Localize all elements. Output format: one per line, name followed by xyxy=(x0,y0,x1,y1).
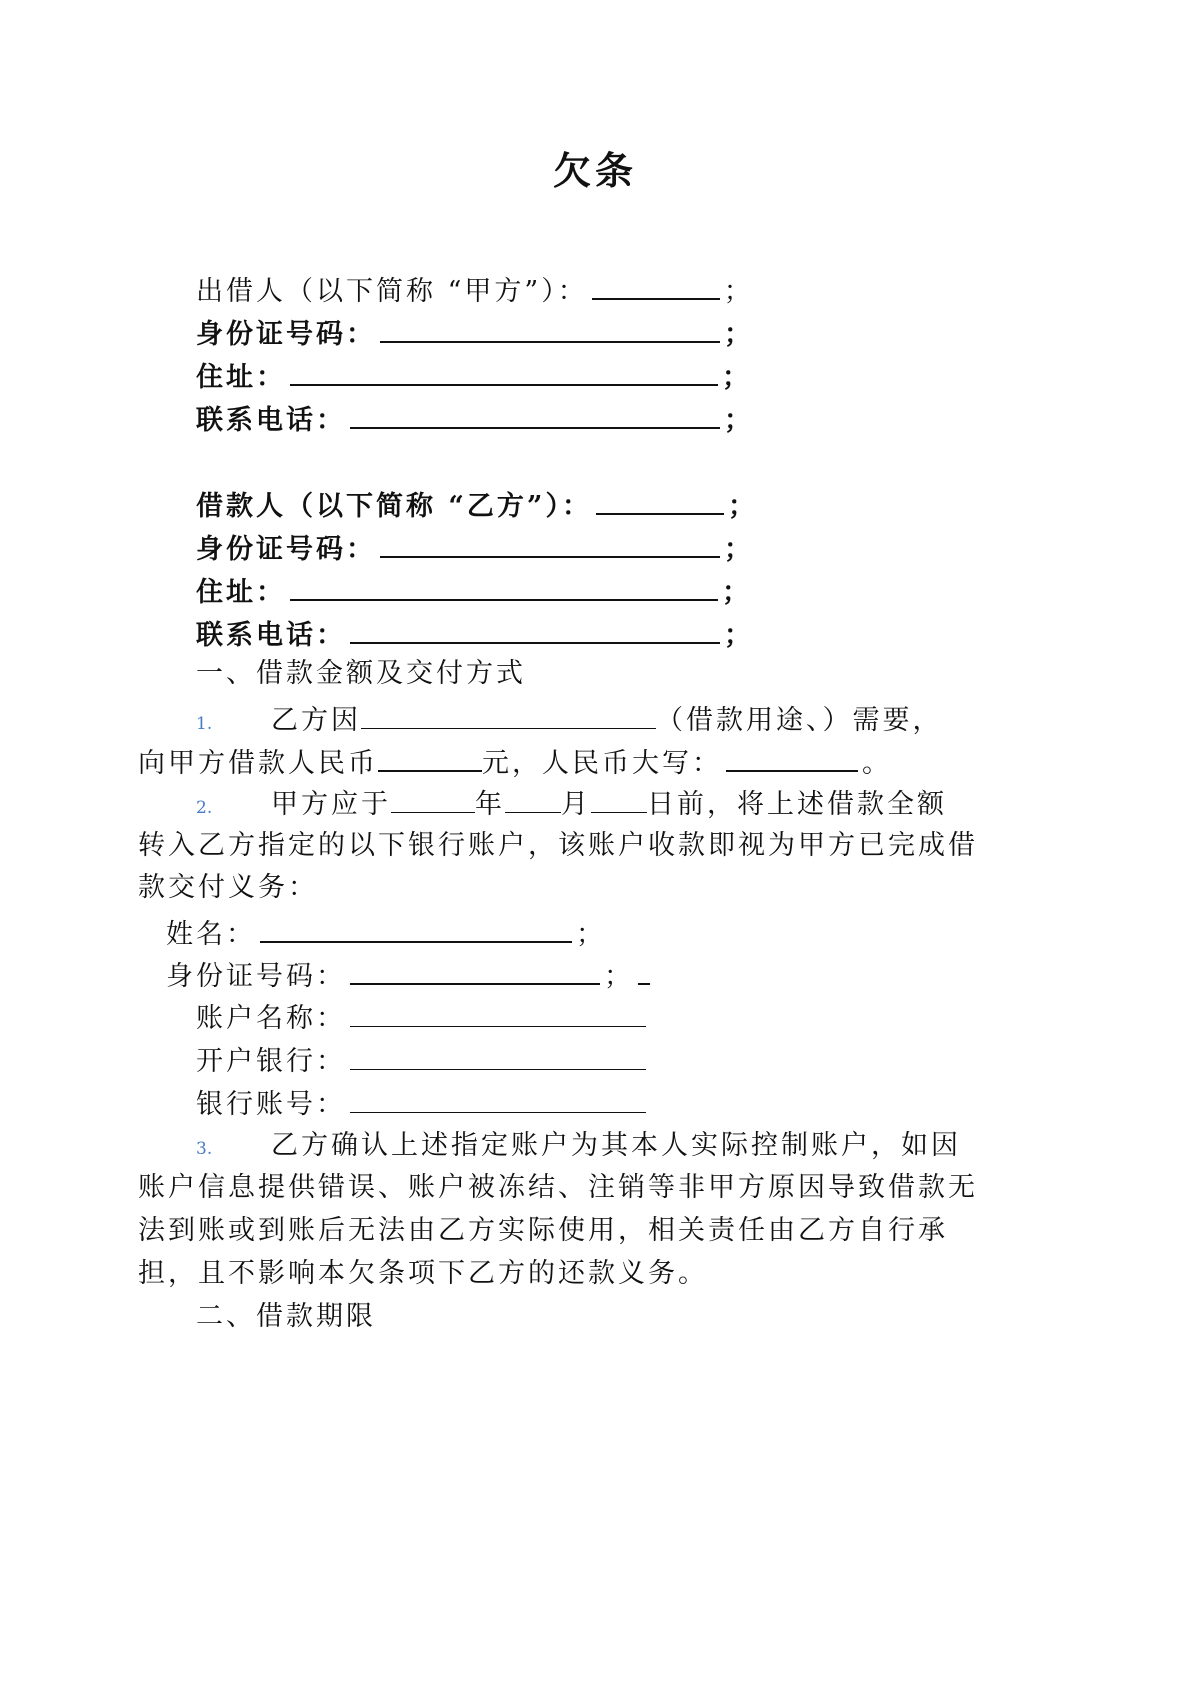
account-no-line: 银行账号： xyxy=(196,1086,650,1122)
year-blank[interactable] xyxy=(391,786,475,813)
borrower-label: 借款人（以下简称 “乙方”）： xyxy=(196,491,592,522)
section2-heading: 二、借款期限 xyxy=(196,1301,376,1332)
document-title: 欠条 xyxy=(552,148,637,193)
bank-line: 开户银行： xyxy=(196,1043,650,1079)
lender-name-blank[interactable] xyxy=(592,272,720,300)
borrower-phone-line: 联系电话： ； xyxy=(196,616,754,653)
item3-line3: 法到账或到账后无法由乙方实际使用，相关责任由乙方自行承 xyxy=(138,1215,948,1246)
amount-blank[interactable] xyxy=(378,744,482,772)
extra-blank xyxy=(638,957,650,985)
item3-line2: 账户信息提供错误、账户被冻结、注销等非甲方原因导致借款无 xyxy=(138,1172,978,1203)
borrower-id-label: 身份证号码： xyxy=(196,534,376,565)
borrower-name-blank[interactable] xyxy=(596,487,724,515)
item2-line2: 转入乙方指定的以下银行账户，该账户收款即视为甲方已完成借 xyxy=(138,830,978,861)
account-no-blank[interactable] xyxy=(350,1086,646,1113)
section1-heading: 一、借款金额及交付方式 xyxy=(196,658,526,689)
item3-line1: 3. 乙方确认上述指定账户为其本人实际控制账户，如因 xyxy=(196,1129,961,1166)
lender-id-line: 身份证号码： ； xyxy=(196,315,754,352)
account-name-blank[interactable] xyxy=(350,1000,646,1027)
lender-id-blank[interactable] xyxy=(380,315,720,343)
bank-blank[interactable] xyxy=(350,1043,646,1070)
account-holder-line: 姓名： ； xyxy=(166,915,606,952)
lender-label: 出借人（以下简称 “甲方”）： xyxy=(196,276,588,307)
list-number: 1. xyxy=(196,714,213,734)
lender-id-label: 身份证号码： xyxy=(196,319,376,350)
borrower-address-label: 住址： xyxy=(196,577,286,608)
day-blank[interactable] xyxy=(591,786,647,813)
borrower-name-line: 借款人（以下简称 “乙方”）： ； xyxy=(196,487,758,524)
item3-line4: 担，且不影响本欠条项下乙方的还款义务。 xyxy=(138,1258,708,1289)
lender-phone-blank[interactable] xyxy=(350,401,720,429)
account-holder-blank[interactable] xyxy=(260,915,572,943)
lender-address-label: 住址： xyxy=(196,362,286,393)
lender-address-line: 住址： ； xyxy=(196,358,752,395)
borrower-phone-label: 联系电话： xyxy=(196,620,346,651)
lender-address-blank[interactable] xyxy=(290,358,718,386)
account-name-line: 账户名称： xyxy=(196,1000,650,1036)
account-id-line: 身份证号码： ； xyxy=(166,957,654,994)
item1-line1: 1. 乙方因 （借款用途、）需要， xyxy=(196,702,943,741)
month-blank[interactable] xyxy=(505,786,561,813)
account-id-blank[interactable] xyxy=(350,957,600,985)
item2-line3: 款交付义务： xyxy=(138,872,318,903)
item2-line1: 2. 甲方应于 年 月 日前，将上述借款全额 xyxy=(196,786,947,825)
borrower-id-line: 身份证号码： ； xyxy=(196,530,754,567)
borrower-phone-blank[interactable] xyxy=(350,616,720,644)
list-number: 2. xyxy=(196,798,213,818)
item1-line2: 向甲方借款人民币 元，人民币大写： 。 xyxy=(138,744,892,781)
borrower-id-blank[interactable] xyxy=(380,530,720,558)
borrower-address-blank[interactable] xyxy=(290,573,718,601)
amount-uppercase-blank[interactable] xyxy=(726,744,858,772)
purpose-blank[interactable] xyxy=(361,702,656,729)
lender-phone-line: 联系电话： ； xyxy=(196,401,754,438)
lender-phone-label: 联系电话： xyxy=(196,405,346,436)
borrower-address-line: 住址： ； xyxy=(196,573,752,610)
lender-name-line: 出借人（以下简称 “甲方”）： ； xyxy=(196,272,754,309)
list-number: 3. xyxy=(196,1139,213,1159)
